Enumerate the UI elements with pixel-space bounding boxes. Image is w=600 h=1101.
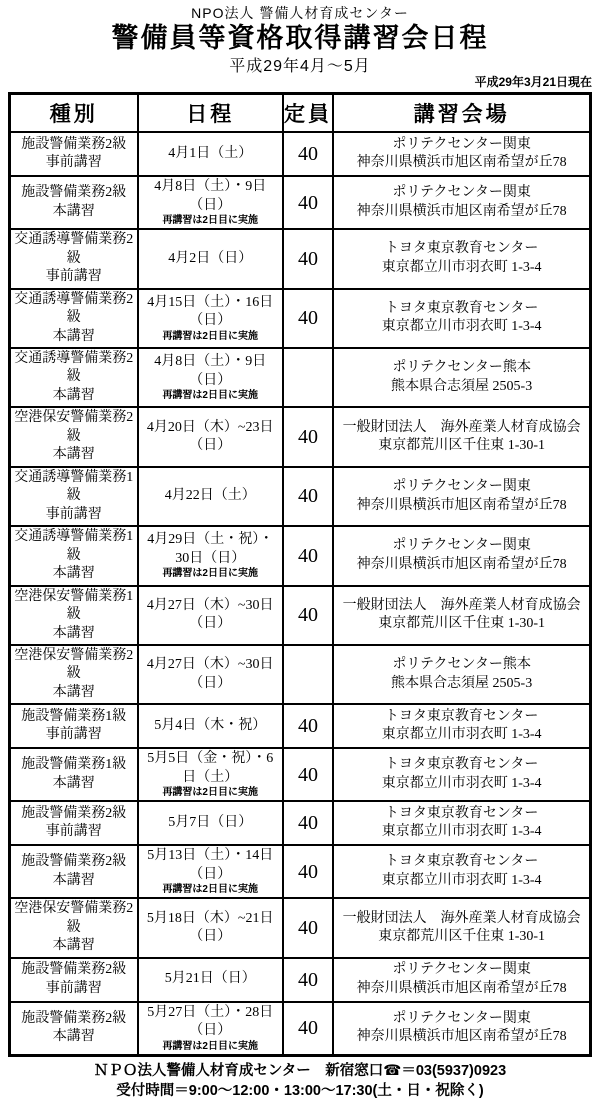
venue-address: 東京都荒川区千住東 1-30-1 [378, 438, 546, 454]
schedule-table-rows [10, 132, 591, 1055]
course-type: 空港保安警備業務2級 [14, 901, 134, 935]
footer [0, 1061, 600, 1101]
venue-name: 一般財団法人 海外産業人材育成協会 [342, 910, 581, 926]
table-row [10, 845, 591, 898]
venue-address: 神奈川県横浜市旭区南希望が丘78 [356, 497, 567, 513]
column-header-venue: 講習会場 [333, 94, 590, 133]
course-date: 5月18日（木）~21日（日） [146, 910, 274, 944]
venue-name: トヨタ東京教育センター [384, 805, 539, 821]
capacity-value: 40 [283, 704, 333, 748]
course-type: 施設警備業務1級 [21, 757, 127, 773]
course-session: 本講習 [52, 1029, 95, 1045]
course-type-cell [10, 704, 138, 748]
capacity-value: 40 [283, 1002, 333, 1055]
table-row [10, 1002, 591, 1055]
course-session: 本講習 [52, 775, 95, 791]
capacity-value: 40 [283, 407, 333, 466]
course-type-cell [10, 526, 138, 585]
table-row [10, 526, 591, 585]
course-type: 空港保安警備業務1級 [14, 588, 134, 623]
venue-name: ポリテクセンター関東 [392, 479, 531, 495]
venue-name: ポリテクセンター熊本 [392, 657, 531, 673]
capacity-value: 40 [283, 467, 333, 526]
course-date: 4月27日（木）~30日（日） [146, 657, 274, 691]
venue-address: 東京都立川市羽衣町 1-3-4 [381, 319, 542, 335]
column-header-type: 種別 [10, 94, 138, 133]
capacity-value: 40 [283, 289, 333, 348]
course-date: 5月21日（日） [164, 971, 256, 987]
course-type-cell [10, 289, 138, 348]
footer-contact: ＮＰＯ法人警備人材育成センター 新宿窓口☎＝03(5937)0923 [93, 1062, 507, 1079]
venue-address: 東京都立川市羽衣町 1-3-4 [381, 259, 542, 275]
footer-hours: 受付時間＝9:00～12:00・13:00～17:30(土・日・祝除く) [116, 1082, 484, 1099]
capacity-value: 40 [283, 845, 333, 898]
course-session: 本講習 [52, 447, 95, 463]
course-type-cell [10, 407, 138, 466]
course-session: 本講習 [52, 387, 95, 403]
course-session: 事前講習 [45, 727, 102, 743]
table-row [10, 645, 591, 704]
course-date-cell [138, 845, 283, 898]
course-date-cell [138, 289, 283, 348]
course-type: 施設警備業務2級 [21, 805, 127, 821]
capacity-value: 40 [283, 229, 333, 288]
course-type: 空港保安警備業務2級 [14, 648, 134, 682]
table-row [10, 348, 591, 407]
course-type: 交通誘導警備業務2級 [14, 291, 134, 326]
venue-address: 熊本県合志須屋 2505-3 [391, 675, 533, 691]
course-date: 4月2日（日） [168, 250, 253, 266]
course-date-cell [138, 467, 283, 526]
course-type: 交通誘導警備業務2級 [14, 232, 134, 266]
course-session: 本講習 [52, 203, 95, 219]
schedule-table [8, 92, 592, 1056]
capacity-value: 40 [283, 801, 333, 845]
table-row [10, 132, 591, 176]
venue-address: 東京都立川市羽衣町 1-3-4 [381, 824, 542, 840]
course-type: 空港保安警備業務2級 [14, 410, 134, 444]
venue-cell [333, 586, 590, 645]
page-title: 警備員等資格取得講習会日程 [111, 23, 489, 53]
table-row [10, 958, 591, 1002]
course-date: 4月20日（木）~23日（日） [146, 419, 274, 454]
course-session: 事前講習 [45, 824, 102, 840]
course-session: 事前講習 [45, 269, 102, 285]
table-row [10, 801, 591, 845]
period-label: 平成29年4月～5月 [229, 58, 371, 76]
capacity-value: 40 [283, 586, 333, 645]
table-row [10, 898, 591, 957]
course-date: 4月29日（土・祝）・30日（日） [147, 532, 274, 566]
capacity-value: 40 [283, 132, 333, 176]
venue-address: 東京都立川市羽衣町 1-3-4 [381, 727, 542, 743]
venue-name: トヨタ東京教育センター [384, 708, 539, 724]
venue-address: 神奈川県横浜市旭区南希望が丘78 [356, 980, 567, 996]
venue-name: トヨタ東京教育センター [384, 757, 539, 773]
course-date: 4月8日（土）・9日（日） [154, 179, 267, 213]
course-type: 交通誘導警備業務1級 [14, 469, 134, 504]
column-header-capacity: 定員 [283, 94, 333, 133]
course-date: 4月27日（木）~30日（日） [146, 597, 274, 632]
course-type: 交通誘導警備業務1級 [14, 529, 134, 563]
venue-address: 神奈川県横浜市旭区南希望が丘78 [356, 1029, 567, 1045]
course-type: 施設警備業務2級 [21, 962, 127, 978]
course-date: 4月15日（土）・16日（日） [147, 294, 274, 329]
table-row [10, 176, 591, 229]
table-row [10, 704, 591, 748]
venue-name: トヨタ東京教育センター [384, 300, 539, 316]
course-type: 施設警備業務2級 [21, 136, 127, 152]
course-type-cell [10, 467, 138, 526]
venue-cell [333, 229, 590, 288]
venue-cell [333, 748, 590, 801]
venue-cell [333, 526, 590, 585]
course-type-cell [10, 845, 138, 898]
course-date-cell [138, 176, 283, 229]
venue-cell [333, 704, 590, 748]
course-type-cell [10, 586, 138, 645]
course-session: 事前講習 [45, 155, 102, 171]
course-date-cell [138, 407, 283, 466]
course-type-cell [10, 958, 138, 1002]
venue-name: ポリテクセンター関東 [392, 185, 531, 201]
venue-address: 神奈川県横浜市旭区南希望が丘78 [356, 556, 567, 572]
venue-cell [333, 1002, 590, 1055]
venue-cell [333, 176, 590, 229]
venue-address: 東京都立川市羽衣町 1-3-4 [381, 872, 542, 888]
table-row [10, 586, 591, 645]
venue-name: ポリテクセンター熊本 [392, 360, 531, 376]
venue-name: 一般財団法人 海外産業人材育成協会 [342, 597, 581, 613]
course-type-cell [10, 801, 138, 845]
course-type-cell [10, 229, 138, 288]
date-note: 再講習は2日目に実施 [162, 568, 258, 580]
venue-address: 熊本県合志須屋 2505-3 [391, 378, 533, 394]
table-row [10, 467, 591, 526]
venue-name: 一般財団法人 海外産業人材育成協会 [342, 419, 581, 435]
capacity-value: 40 [283, 898, 333, 957]
course-date: 4月8日（土）・9日（日） [154, 354, 267, 388]
course-date-cell [138, 132, 283, 176]
date-note: 再講習は2日目に実施 [162, 390, 258, 402]
capacity-value: 40 [283, 748, 333, 801]
venue-cell [333, 645, 590, 704]
course-date-cell [138, 526, 283, 585]
course-date: 4月1日（土） [168, 146, 253, 161]
venue-address: 神奈川県横浜市旭区南希望が丘78 [356, 155, 567, 171]
capacity-value [283, 645, 333, 704]
venue-cell [333, 958, 590, 1002]
venue-cell [333, 801, 590, 845]
venue-address: 東京都荒川区千住東 1-30-1 [378, 929, 546, 944]
course-session: 事前講習 [45, 980, 102, 996]
date-note: 再講習は2日目に実施 [162, 787, 258, 799]
table-row [10, 289, 591, 348]
capacity-value: 40 [283, 958, 333, 1002]
venue-name: トヨタ東京教育センター [384, 241, 539, 257]
course-date: 5月27日（土）・28日（日） [147, 1004, 274, 1039]
venue-address: 神奈川県横浜市旭区南希望が丘78 [356, 203, 567, 219]
venue-cell [333, 289, 590, 348]
venue-name: トヨタ東京教育センター [384, 854, 539, 870]
venue-name: ポリテクセンター関東 [392, 538, 531, 554]
venue-cell [333, 845, 590, 898]
venue-cell [333, 407, 590, 466]
course-date: 4月22日（土） [164, 488, 256, 504]
course-session: 本講習 [52, 872, 95, 888]
capacity-value: 40 [283, 526, 333, 585]
course-type-cell [10, 645, 138, 704]
date-note: 再講習は2日目に実施 [162, 330, 258, 342]
course-type: 施設警備業務2級 [21, 1010, 127, 1026]
course-date-cell [138, 586, 283, 645]
course-type-cell [10, 176, 138, 229]
as-of-date: 平成29年3月21日現在 [474, 75, 592, 90]
course-type: 交通誘導警備業務2級 [14, 350, 134, 385]
venue-cell [333, 898, 590, 957]
column-header-date: 日程 [138, 94, 283, 133]
org-name: NPO法人 警備人材育成センター [191, 5, 409, 21]
date-note: 再講習は2日目に実施 [162, 215, 258, 227]
table-header-row [10, 94, 591, 133]
course-session: 本講習 [52, 328, 95, 344]
date-note: 再講習は2日目に実施 [162, 1040, 258, 1052]
table-row [10, 229, 591, 288]
table-row [10, 748, 591, 801]
course-session: 本講習 [52, 684, 95, 700]
course-date-cell [138, 229, 283, 288]
course-session: 事前講習 [45, 506, 102, 522]
course-date-cell [138, 958, 283, 1002]
course-date-cell [138, 645, 283, 704]
venue-cell [333, 348, 590, 407]
course-session: 本講習 [52, 938, 95, 954]
venue-cell [333, 467, 590, 526]
course-type-cell [10, 132, 138, 176]
course-date: 5月13日（土）・14日（日） [147, 848, 274, 882]
venue-address: 東京都立川市羽衣町 1-3-4 [381, 775, 542, 791]
venue-address: 東京都荒川区千住東 1-30-1 [378, 616, 546, 632]
course-date-cell [138, 801, 283, 845]
capacity-value [283, 348, 333, 407]
course-type: 施設警備業務1級 [21, 708, 127, 724]
course-session: 本講習 [52, 625, 95, 641]
course-type-cell [10, 748, 138, 801]
table-row [10, 407, 591, 466]
course-date-cell [138, 898, 283, 957]
course-type-cell [10, 1002, 138, 1055]
course-type-cell [10, 898, 138, 957]
date-note: 再講習は2日目に実施 [162, 884, 258, 896]
venue-name: ポリテクセンター関東 [392, 962, 531, 978]
course-date: 5月5日（金・祝）・6日（土） [147, 751, 274, 785]
venue-name: ポリテクセンター関東 [392, 1010, 531, 1026]
capacity-value: 40 [283, 176, 333, 229]
course-date: 5月7日（日） [168, 815, 253, 831]
course-date-cell [138, 1002, 283, 1055]
course-date-cell [138, 748, 283, 801]
course-date-cell [138, 704, 283, 748]
course-date-cell [138, 348, 283, 407]
course-type: 施設警備業務2級 [21, 185, 127, 201]
course-type-cell [10, 348, 138, 407]
course-date: 5月4日（木・祝） [154, 718, 267, 734]
course-type: 施設警備業務2級 [21, 854, 127, 870]
venue-name: ポリテクセンター関東 [392, 136, 531, 152]
course-session: 本講習 [52, 566, 95, 582]
venue-cell [333, 132, 590, 176]
